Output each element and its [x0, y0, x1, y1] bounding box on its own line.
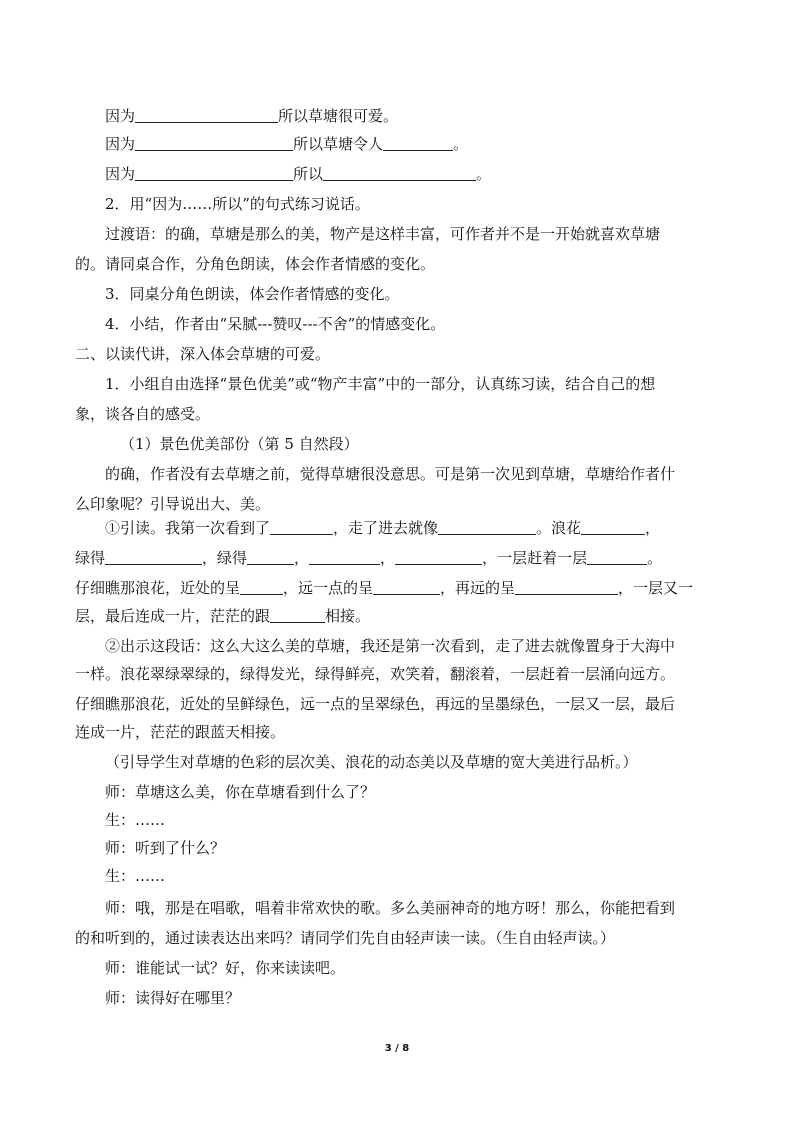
text-segment: 么印象呢？引导说出大、美。 — [75, 495, 271, 513]
text-segment: ， — [645, 519, 661, 537]
text-segment: 1．小组自由选择“景色优美”或“物产丰富”中的一部分，认真练习读，结合自己的想 — [105, 375, 656, 393]
text-segment: （1）景色优美部份（第 5 自然段） — [120, 435, 359, 453]
text-segment: 。 — [453, 135, 469, 153]
text-line — [105, 866, 165, 886]
fill-in-blank — [105, 550, 202, 565]
text-segment: 3．同桌分角色朗读，体会作者情感的变化。 — [105, 285, 400, 303]
text-line — [75, 404, 210, 424]
text-segment: 仔细瞧那浪花，近处的呈 — [75, 579, 241, 597]
text-line — [105, 636, 675, 656]
fill-in-blank — [240, 580, 283, 595]
text-line — [105, 314, 445, 334]
text-segment: ，远一点的呈 — [283, 579, 374, 597]
text-segment: ，走了进去就像 — [333, 519, 439, 537]
text-segment: 的。请同桌合作，分角色朗读，体会作者情感的变化。 — [75, 255, 436, 273]
text-segment: 。 — [647, 549, 663, 567]
fill-in-blank — [270, 608, 325, 623]
text-segment: ，一层赶着一层 — [482, 549, 588, 567]
text-line — [105, 374, 655, 394]
page-number: 3 / 8 — [384, 1043, 410, 1054]
fill-in-blank — [438, 520, 536, 535]
text-line — [75, 694, 675, 714]
text-segment: 相接。 — [325, 607, 371, 625]
text-segment: ，一层又一 — [618, 579, 694, 597]
fill-in-blank — [581, 520, 645, 535]
text-line — [75, 254, 435, 274]
text-line — [105, 194, 370, 214]
text-segment: ，再远的呈 — [440, 579, 516, 597]
text-segment: ①引读。我第一次看到了 — [105, 519, 271, 537]
text-line — [105, 284, 400, 304]
text-line — [75, 494, 270, 514]
text-segment: 层，最后连成一片，茫茫的跟 — [75, 607, 271, 625]
text-line — [75, 548, 662, 568]
text-segment: 仔细瞧那浪花，近处的呈鲜绿色，远一点的呈翠绿色，再远的呈墨绿色，一层又一层，最后 — [75, 695, 676, 713]
text-line — [105, 134, 468, 154]
text-segment: 二、以读代讲，深入体会草塘的可爱。 — [75, 345, 331, 363]
text-line — [75, 606, 370, 626]
text-line — [105, 898, 675, 918]
text-segment: 。 — [476, 165, 492, 183]
text-segment: 师：草塘这么美，你在草塘看到什么了？ — [105, 783, 376, 801]
fill-in-blank — [395, 550, 482, 565]
text-line — [105, 518, 660, 538]
text-segment: ， — [294, 549, 310, 567]
text-segment: 因为 — [105, 135, 136, 153]
text-line — [105, 106, 398, 126]
text-line — [105, 958, 345, 978]
text-segment: 生：…… — [105, 811, 166, 829]
text-line — [105, 782, 375, 802]
text-segment: 所以草塘很可爱。 — [278, 107, 399, 125]
fill-in-blank — [135, 108, 278, 123]
text-segment: 绿得 — [75, 549, 106, 567]
text-segment: 所以 — [293, 165, 324, 183]
fill-in-blank — [383, 136, 453, 151]
text-line — [105, 988, 240, 1008]
text-line — [105, 838, 225, 858]
text-segment: 过渡语：的确，草塘是那么的美，物产是这样丰富，可作者并不是一开始就喜欢草塘 — [105, 225, 661, 243]
text-segment: 的和听到的，通过读表达出来吗？请同学们先自由轻声读一读。（生自由轻声读。） — [75, 929, 616, 947]
text-segment: 的确，作者没有去草塘之前，觉得草塘很没意思。可是第一次见到草塘，草塘给作者什 — [105, 465, 676, 483]
fill-in-blank — [587, 550, 647, 565]
text-segment: 因为 — [105, 165, 136, 183]
text-line — [75, 344, 330, 364]
text-segment: （引导学生对草塘的色彩的层次美、浪花的动态美以及草塘的宽大美进行品析。） — [105, 753, 638, 771]
text-line — [75, 664, 675, 684]
text-line — [105, 224, 660, 244]
text-segment: ②出示这段话：这么大这么美的草塘，我还是第一次看到，走了进去就像置身于大海中 — [105, 637, 676, 655]
text-line — [75, 928, 615, 948]
text-segment: 师：哦，那是在唱歌，唱着非常欢快的歌。多么美丽神奇的地方呀！那么，你能把看到 — [105, 899, 676, 917]
fill-in-blank — [135, 136, 293, 151]
text-line — [105, 810, 165, 830]
text-segment: 连成一片，茫茫的跟蓝天相接。 — [75, 723, 286, 741]
text-line — [75, 578, 693, 598]
text-segment: ，绿得 — [202, 549, 248, 567]
text-segment: 2．用“因为……所以”的句式练习说话。 — [105, 195, 370, 213]
text-line — [105, 464, 675, 484]
text-segment: 因为 — [105, 107, 136, 125]
text-segment: 师：听到了什么？ — [105, 839, 226, 857]
text-segment: 象，谈各自的感受。 — [75, 405, 211, 423]
fill-in-blank — [309, 550, 380, 565]
fill-in-blank — [135, 166, 293, 181]
text-line — [75, 722, 285, 742]
text-segment: 师：读得好在哪里？ — [105, 989, 241, 1007]
text-segment: 师：谁能试一试？好，你来读读吧。 — [105, 959, 346, 977]
fill-in-blank — [270, 520, 333, 535]
text-line — [120, 434, 359, 454]
text-segment: ， — [380, 549, 396, 567]
text-segment: 。浪花 — [536, 519, 582, 537]
fill-in-blank — [515, 580, 618, 595]
text-line — [105, 752, 638, 772]
fill-in-blank — [373, 580, 440, 595]
fill-in-blank — [247, 550, 294, 565]
text-segment: 一样。浪花翠绿翠绿的，绿得发光，绿得鲜亮，欢笑着，翻滚着，一层赶着一层涌向远方。 — [75, 665, 676, 683]
text-segment: 生：…… — [105, 867, 166, 885]
text-segment: 所以草塘令人 — [293, 135, 384, 153]
text-segment: 4．小结，作者由“呆腻---赞叹---不舍”的情感变化。 — [105, 315, 446, 333]
text-line — [105, 164, 491, 184]
fill-in-blank — [323, 166, 476, 181]
